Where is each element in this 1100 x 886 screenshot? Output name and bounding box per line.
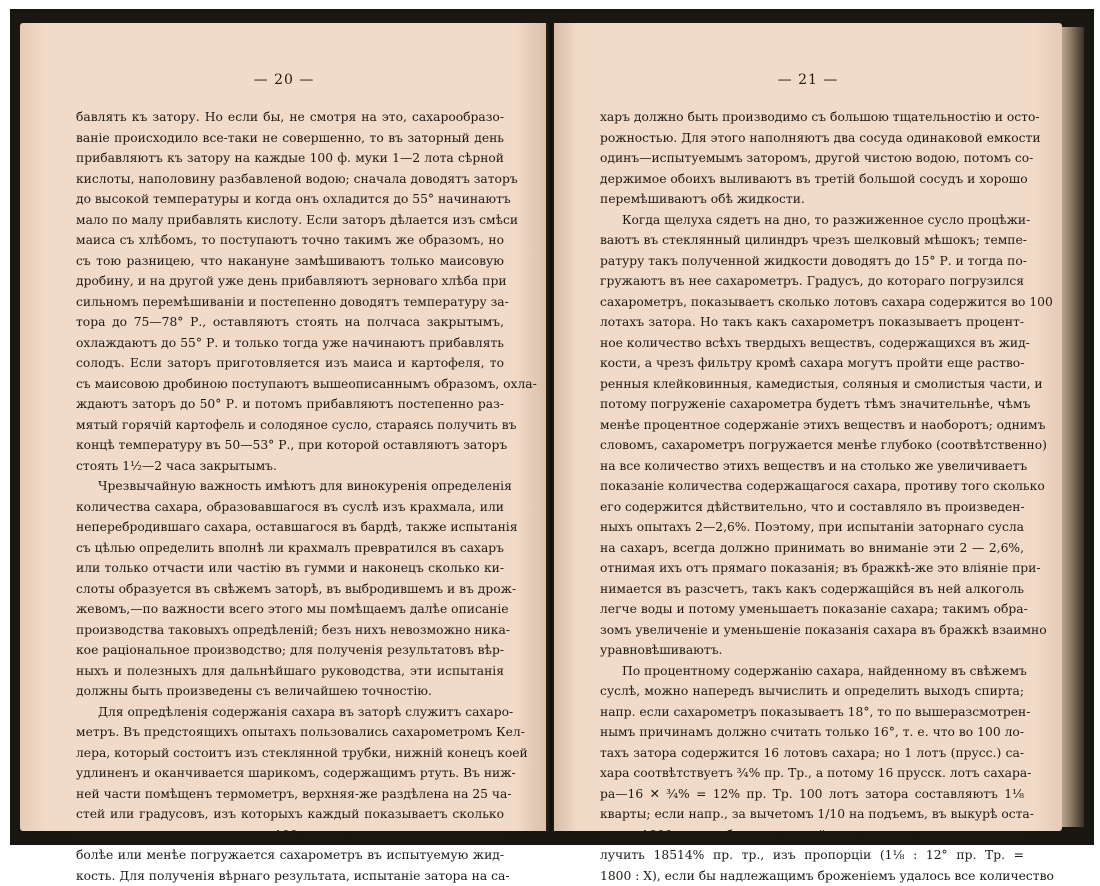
text-line: кости, а чрезъ фильтру кромѣ сахара могутъ пройти еще раство- xyxy=(600,353,1024,374)
text-line: нется 1800 квартъ бражки, то найдемъ что изъ этого можно по- xyxy=(600,825,1024,846)
text-line: съ тою разницею, что накануне замѣшиваютъ только маисовую xyxy=(76,251,504,272)
text-line: бавлять къ затору. Но если бы, не смотря на это, сахарообразо- xyxy=(76,107,504,128)
text-line: лера, который состоитъ изъ стеклянной трубки, нижнiй конецъ коей xyxy=(76,743,504,764)
page-number-right: — 21 — xyxy=(554,72,1062,88)
text-line: нымъ причинамъ должно считать только 16°, т. е. что во 100 ло- xyxy=(600,722,1024,743)
text-line: одинъ—испытуемымъ заторомъ, другой чистою водою, потомъ со- xyxy=(600,148,1024,169)
text-line: прибавляютъ къ затору на каждые 100 ф. муки 1—2 лота сѣрной xyxy=(76,148,504,169)
text-line: удлиненъ и оканчивается шарикомъ, содержащимъ ртуть. Въ ниж- xyxy=(76,763,504,784)
text-line: дробину, и на другой уже день прибавляютъ зерноваго хлѣба при xyxy=(76,271,504,292)
text-line: По процентному содержанiю сахара, найденному въ свѣжемъ xyxy=(600,661,1024,682)
text-line: ныхъ опытахъ 2—2,6%. Поэтому, при испытанiи заторнаго сусла xyxy=(600,517,1024,538)
text-line: суслѣ, можно напередъ вычислить и определить выходъ спирта; xyxy=(600,681,1024,702)
text-line: охлаждаютъ до 55° Р. и только тогда уже начинаютъ прибавлять xyxy=(76,333,504,354)
text-line: маиса съ хлѣбомъ, то поступаютъ точно такимъ же образомъ, но xyxy=(76,230,504,251)
text-line: потому погруженiе сахарометра будетъ тѣмъ значительнѣе, чѣмъ xyxy=(600,394,1024,415)
text-line: болѣе или менѣе погружается сахарометръ въ испытуемую жид- xyxy=(76,845,504,866)
text-line: Для опредѣленiя содержанiя сахара въ заторѣ служитъ сахаро- xyxy=(76,702,504,723)
right-page xyxy=(554,23,1062,831)
text-line: съ цѣлью определить вполнѣ ли крахмалъ превратился въ сахаръ xyxy=(76,538,504,559)
text-line: лучить 18514% пр. тр., изъ пропорцiи (1⅛ : 12° пр. Тр. = xyxy=(600,845,1024,866)
text-line: кость. Для полученiя вѣрнаго результата, испытанiе затора на са- xyxy=(76,866,504,886)
text-line: мятый горячiй картофель и солодяное сусло, стараясь получить въ xyxy=(76,415,504,436)
text-line: на все количество этихъ веществъ и на столько же увеличиваетъ xyxy=(600,456,1024,477)
text-line: гружаютъ въ нее сахарометръ. Градусъ, до котораго погрузился xyxy=(600,271,1024,292)
text-line: ней части помѣщенъ термометръ, верхняя-же раздѣлена на 25 ча- xyxy=(76,784,504,805)
text-line: Когда щелуха сядетъ на дно, то разжиженное сусло процѣжи- xyxy=(600,210,1024,231)
text-line: легче воды и потому уменьшаетъ показанiе сахара; такимъ обра- xyxy=(600,599,1024,620)
text-line: кислоты, наполовину разбавленой водою; сначала доводятъ заторъ xyxy=(76,169,504,190)
left-page-text xyxy=(76,107,504,886)
text-line: напр. если сахарометръ показываетъ 18°, то по вышеразсмотрен- xyxy=(600,702,1024,723)
text-line: держимое обоихъ выливаютъ въ третiй большой сосудъ и хорошо xyxy=(600,169,1024,190)
text-line: нимается въ разсчетъ, такъ какъ содержащiйся въ ней алкоголь xyxy=(600,579,1024,600)
open-book xyxy=(10,9,1094,845)
text-line: словомъ, сахарометръ погружается менѣе глубоко (соотвѣтственно) xyxy=(600,435,1024,456)
text-line: Чрезвычайную важность имѣютъ для винокуренiя определенiя xyxy=(76,476,504,497)
text-line: ра—16 ✕ ¾% = 12% пр. Тр. 100 лотъ затора составляютъ 1⅛ xyxy=(600,784,1024,805)
text-line: отнимая ихъ отъ прямаго показанiя; въ бражкѣ-же это влiянiе при- xyxy=(600,558,1024,579)
text-line: ваютъ въ стеклянный цилиндръ чрезъ шелковый мѣшокъ; темпе- xyxy=(600,230,1024,251)
text-line: кварты; если напр., за вычетомъ 1/10 на подъемъ, въ выкурѣ оста- xyxy=(600,804,1024,825)
text-line: неперебродившаго сахара, оставшагося въ бардѣ, также испытанiя xyxy=(76,517,504,538)
text-line: ренныя клейковинныя, камедистыя, соляныя и смолистыя части, и xyxy=(600,374,1024,395)
text-line: рожностью. Для этого наполняютъ два сосуда одинаковой емкости xyxy=(600,128,1024,149)
text-line: или только отчасти или частiю въ гумми и наконецъ сколько ки- xyxy=(76,558,504,579)
text-line: до высокой температуры и когда онъ охладится до 55° начинаютъ xyxy=(76,189,504,210)
text-line: лотахъ затора. Но такъ какъ сахарометръ показываетъ процент- xyxy=(600,312,1024,333)
text-line: количества сахара, образовавшагося въ суслѣ изъ крахмала, или xyxy=(76,497,504,518)
text-line: метръ. Въ предстоящихъ опытахъ пользовались сахарометромъ Кел- xyxy=(76,722,504,743)
text-line: перемѣшиваютъ обѣ жидкости. xyxy=(600,189,1024,210)
text-line: тора до 75—78° Р., оставляютъ стоять на полчаса закрытымъ, xyxy=(76,312,504,333)
right-page-text xyxy=(600,107,1024,886)
text-line: сахарометръ, показываетъ сколько лотовъ сахара содержится во 100 xyxy=(600,292,1024,313)
text-line: должны быть произведены съ величайшею точностiю. xyxy=(76,681,504,702)
text-line: на сахаръ, всегда должно принимать во вниманiе эти 2 — 2,6%, xyxy=(600,538,1024,559)
text-line: уравновѣшиваютъ. xyxy=(600,640,1024,661)
text-line: кое рацiональное производство; для полученiя результатовъ вѣр- xyxy=(76,640,504,661)
text-line: ванiе происходило все-таки не совершенно, то въ заторный день xyxy=(76,128,504,149)
text-line: производства таковыхъ опредѣленiй; безъ нихъ невозможно ника- xyxy=(76,620,504,641)
text-line: его содержится дѣйствительно, что и составляло въ произведен- xyxy=(600,497,1024,518)
text-line: харъ должно быть производимо съ большою тщательностiю и осто- xyxy=(600,107,1024,128)
text-line: зомъ увеличенiе и уменьшенiе показанiя сахара въ бражкѣ взаимно xyxy=(600,620,1024,641)
text-line: сильномъ перемѣшиванiи и постепенно доводятъ температуру за- xyxy=(76,292,504,313)
left-page xyxy=(20,23,548,831)
text-line: концѣ температуру въ 50—53° Р., при которой оставляютъ заторъ xyxy=(76,435,504,456)
text-line: ное количество всѣхъ твердыхъ веществъ, содержащихся въ жид- xyxy=(600,333,1024,354)
text-line: показанiе количества содержащагося сахара, противу того сколько xyxy=(600,476,1024,497)
text-line: хара соотвѣтствуетъ ¾% пр. Тр., а потому 16 прусск. лотъ сахара- xyxy=(600,763,1024,784)
text-line: солодъ. Если заторъ приготовляется изъ маиса и картофеля, то xyxy=(76,353,504,374)
text-line: ныхъ и полезныхъ для дальнѣйшаго руководства, эти испытанiя xyxy=(76,661,504,682)
text-line: слоты образуется въ свѣжемъ заторѣ, въ выбродившемъ и въ дрож- xyxy=(76,579,504,600)
page-stack-edge xyxy=(1062,27,1084,827)
text-line: ратуру такъ полученной жидкости доводятъ до 15° Р. и тогда по- xyxy=(600,251,1024,272)
text-line: жевомъ,—по важности всего этого мы помѣщаемъ далѣе описанiе xyxy=(76,599,504,620)
text-line: стей или градусовъ, изъ которыхъ каждый показываетъ сколько xyxy=(76,804,504,825)
text-line: менѣе процентное содержанiе этихъ веществъ и наоборотъ; однимъ xyxy=(600,415,1024,436)
text-line: мало по малу прибавлять кислоту. Если заторъ дѣлается изъ смѣси xyxy=(76,210,504,231)
page-number-left: — 20 — xyxy=(20,72,548,88)
text-line: 1800 : X), если бы надлежащимъ броженiемъ удалось все количество xyxy=(600,866,1024,886)
text-line: ждаютъ заторъ до 50° Р. и потомъ прибавляютъ постепенно раз- xyxy=(76,394,504,415)
text-line: съ маисовою дробиною поступаютъ вышеописаннымъ образомъ, охла- xyxy=(76,374,504,395)
text-line: тахъ затора содержится 16 лотовъ сахара; но 1 лотъ (прусс.) са- xyxy=(600,743,1024,764)
text-line: лотовъ сахара содержится во 100 лотахъ затора, смотря потому, xyxy=(76,825,504,846)
text-line: стоять 1½—2 часа закрытымъ. xyxy=(76,456,504,477)
